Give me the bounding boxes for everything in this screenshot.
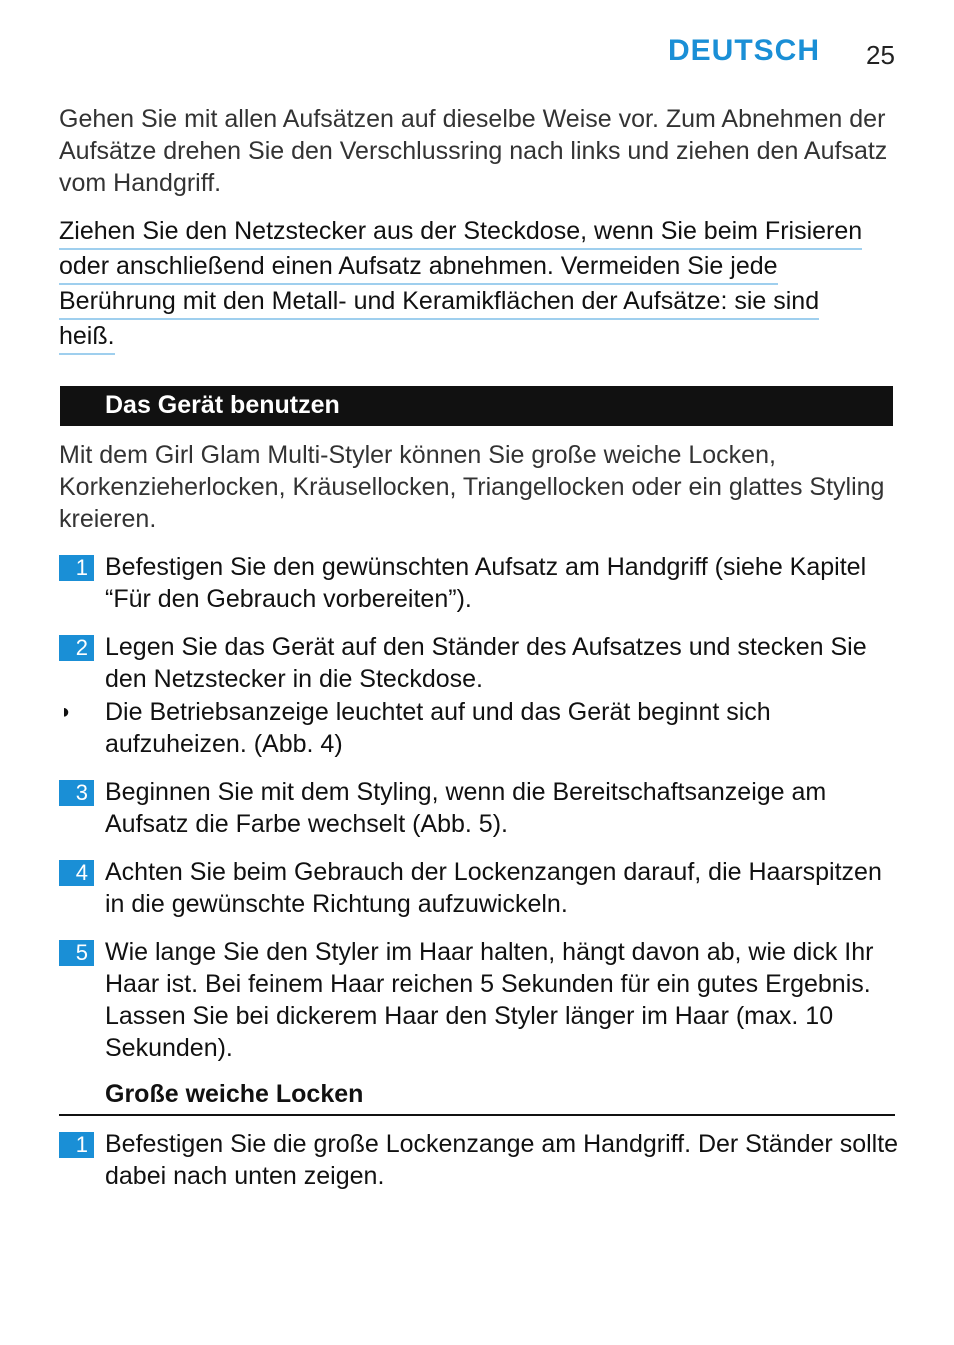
step-text: Befestigen Sie die große Lockenzange am Handgriff. Der Ständer sollte dabei nach unten zeigen. <box>105 1130 899 1190</box>
bullet-text: Die Betriebsanzeige leuchtet auf und das Gerät beginnt sich aufzuheizen. (Abb. 4) <box>105 698 771 758</box>
intro-paragraph: Gehen Sie mit allen Aufsätzen auf dieselbe Weise vor. Zum Abnehmen der Aufsätze drehen Sie den Verschlussring nach links und ziehen den Aufsatz vom Handgriff. <box>59 105 888 197</box>
page-number: 25 <box>866 40 895 70</box>
step-text: Wie lange Sie den Styler im Haar halten, hängt davon ab, wie dick Ihr Haar ist. Bei feinem Haar reichen 5 Sekunden für ein gutes Ergebnis. Lassen Sie bei dickerem Haar den Styler länger im Haar (max. 10 Sekunden). <box>105 938 874 1062</box>
step-text: Legen Sie das Gerät auf den Ständer des Aufsatzes und stecken Sie den Netzstecker in die Steckdose. <box>105 633 867 693</box>
step-text: Beginnen Sie mit dem Styling, wenn die Bereitschaftsanzeige am Aufsatz die Farbe wechselt (Abb. 5). <box>105 778 827 838</box>
warning-line: heiß. <box>59 320 115 355</box>
step-number-badge: 4 <box>59 860 94 886</box>
section-header-bar <box>60 386 893 426</box>
step-text: Achten Sie beim Gebrauch der Lockenzangen darauf, die Haarspitzen in die gewünschte Richtung aufzuwickeln. <box>105 858 882 918</box>
warning-line: oder anschließend einen Aufsatz abnehmen. Vermeiden Sie jede <box>59 250 778 285</box>
section-intro: Mit dem Girl Glam Multi-Styler können Sie große weiche Locken, Korkenzieherlocken, Kräusellocken, Triangellocken oder ein glattes Styling kreieren. <box>59 441 885 533</box>
warning-block <box>59 215 899 355</box>
warning-line: Ziehen Sie den Netzstecker aus der Steckdose, wenn Sie beim Frisieren <box>59 215 862 250</box>
step-number-badge: 5 <box>59 940 94 966</box>
step-number-badge: 2 <box>59 635 94 661</box>
subsection-rule <box>59 1114 895 1116</box>
step-text: Befestigen Sie den gewünschten Aufsatz am Handgriff (siehe Kapitel “Für den Gebrauch vorbereiten”). <box>105 553 867 613</box>
language-header: DEUTSCH <box>668 34 821 67</box>
step-number-badge: 1 <box>59 1132 94 1158</box>
warning-line: Berührung mit den Metall- und Keramikflächen der Aufsätze: sie sind <box>59 285 819 320</box>
section-title: Das Gerät benutzen <box>105 391 340 419</box>
step-number-badge: 1 <box>59 555 94 581</box>
step-number-badge: 3 <box>59 780 94 806</box>
subsection-title: Große weiche Locken <box>105 1080 364 1108</box>
bullet-icon: ◗ <box>60 701 73 723</box>
